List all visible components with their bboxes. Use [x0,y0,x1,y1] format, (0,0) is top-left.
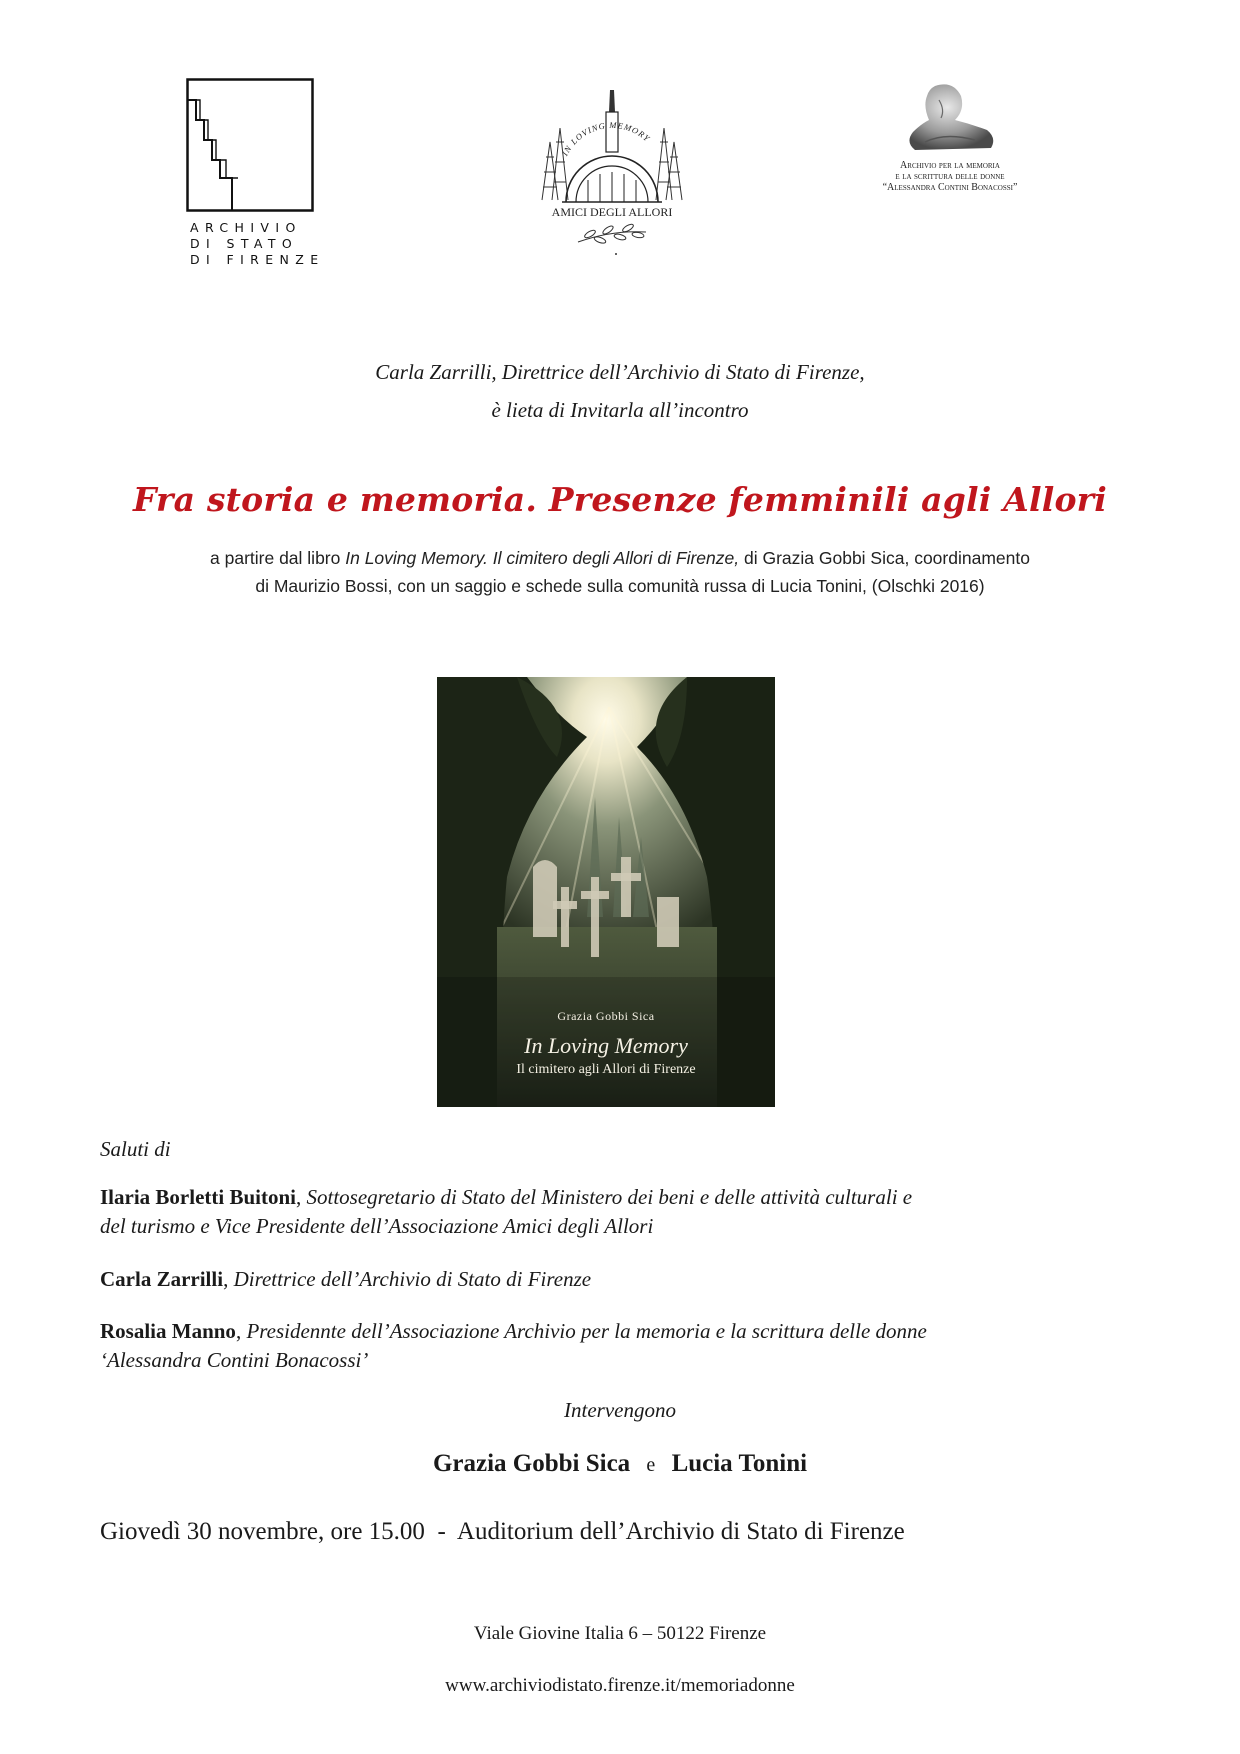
cover-subtitle: Il cimitero agli Allori di Firenze [516,1062,696,1077]
reading-woman-statue-icon [895,80,1005,158]
archivio-stato-emblem-icon [186,78,314,212]
subtitle-rest: di Grazia Gobbi Sica, coordinamento [739,548,1030,568]
event-separator: - [437,1518,446,1545]
cover-title: In Loving Memory [524,1033,688,1058]
amici-degli-allori-logo [528,82,696,258]
event-location: Auditorium dell’Archivio di Stato di Firenze [456,1518,905,1545]
speaker-1: Grazia Gobbi Sica [432,1450,631,1477]
archmem-line-2: e la scrittura delle donne [895,171,1005,182]
greeting-person-3: Rosalia Manno, Presidennte dell’Associazione Archivio per la memoria e la scrittura delle donne ‘Alessandra Contini Bonacossi’ [100,1319,927,1372]
book-reference-line-1 [0,545,1240,572]
archmem-line-1: Archivio per la memoria [900,160,1000,171]
event-date-location [100,1518,905,1546]
asf-line-2: DI STATO [190,236,299,251]
archivio-memoria-donne-logo [860,80,1040,193]
footer-website[interactable]: www.archiviodistato.firenze.it/memoriadonne [445,1675,795,1696]
cemetery-gate-icon [528,82,696,258]
amici-arc-text: IN LOVING MEMORY [559,119,653,158]
book-title-italic: In Loving Memory. Il cimitero degli Allori di Firenze, [345,548,740,568]
greetings-heading [100,1135,1120,1164]
greeting-person-2: Carla Zarrilli, Direttrice dell’Archivio di Stato di Firenze [100,1267,592,1291]
person-3-role-line-2: ‘Alessandra Contini Bonacossi’ [100,1348,369,1372]
person-2-role: Direttrice dell’Archivio di Stato di Firenze [233,1267,592,1291]
cover-author: Grazia Gobbi Sica [557,1009,655,1023]
invitation-line-2: è lieta di Invitarla all’incontro [491,398,749,422]
speakers-conjunction: e [646,1454,656,1476]
greeting-person-1: Ilaria Borletti Buitoni, Sottosegretario di Stato del Ministero dei beni e delle attività culturali e del turismo e Vice Presidente dell’Associazione Amici degli Allori [100,1185,913,1238]
event-datetime: Giovedì 30 novembre, ore 15.00 [100,1518,425,1545]
asf-line-3: DI FIRENZE [190,252,325,267]
person-3-role-line-1: Presidennte dell’Associazione Archivio per la memoria e la scrittura delle donne [246,1319,927,1343]
footer-address: Viale Giovine Italia 6 – 50122 Firenze [473,1623,767,1644]
person-1-name: Ilaria Borletti Buitoni [100,1185,296,1209]
speakers-line [0,1450,1240,1478]
speakers-heading: Intervengono [564,1398,676,1422]
amici-name: AMICI DEGLI ALLORI [551,205,673,219]
event-title: Fra storia e memoria. Presenze femminili agli Allori [132,480,1107,519]
person-1-role-line-1: Sottosegretario di Stato del Ministero dei beni e delle attività culturali e [306,1185,913,1209]
speaker-2: Lucia Tonini [671,1450,808,1477]
greetings-heading-text: Saluti di [100,1137,171,1161]
book-cover [437,677,775,1107]
person-2-name: Carla Zarrilli [100,1267,224,1291]
archmem-line-3: “Alessandra Contini Bonacossi” [882,182,1018,193]
person-3-name: Rosalia Manno [100,1319,236,1343]
subtitle-prefix: a partire dal libro [210,548,346,568]
person-1-role-line-2: del turismo e Vice Presidente dell’Associazione Amici degli Allori [100,1214,654,1238]
book-reference-line-2: di Maurizio Bossi, con un saggio e schede sulla comunità russa di Lucia Tonini, (Olschki 2016) [255,576,985,596]
archivio-stato-firenze-logo [186,78,326,268]
asf-line-1: ARCHIVIO [190,220,302,235]
invitation-line-1: Carla Zarrilli, Direttrice dell’Archivio di Stato di Firenze, [375,360,865,384]
